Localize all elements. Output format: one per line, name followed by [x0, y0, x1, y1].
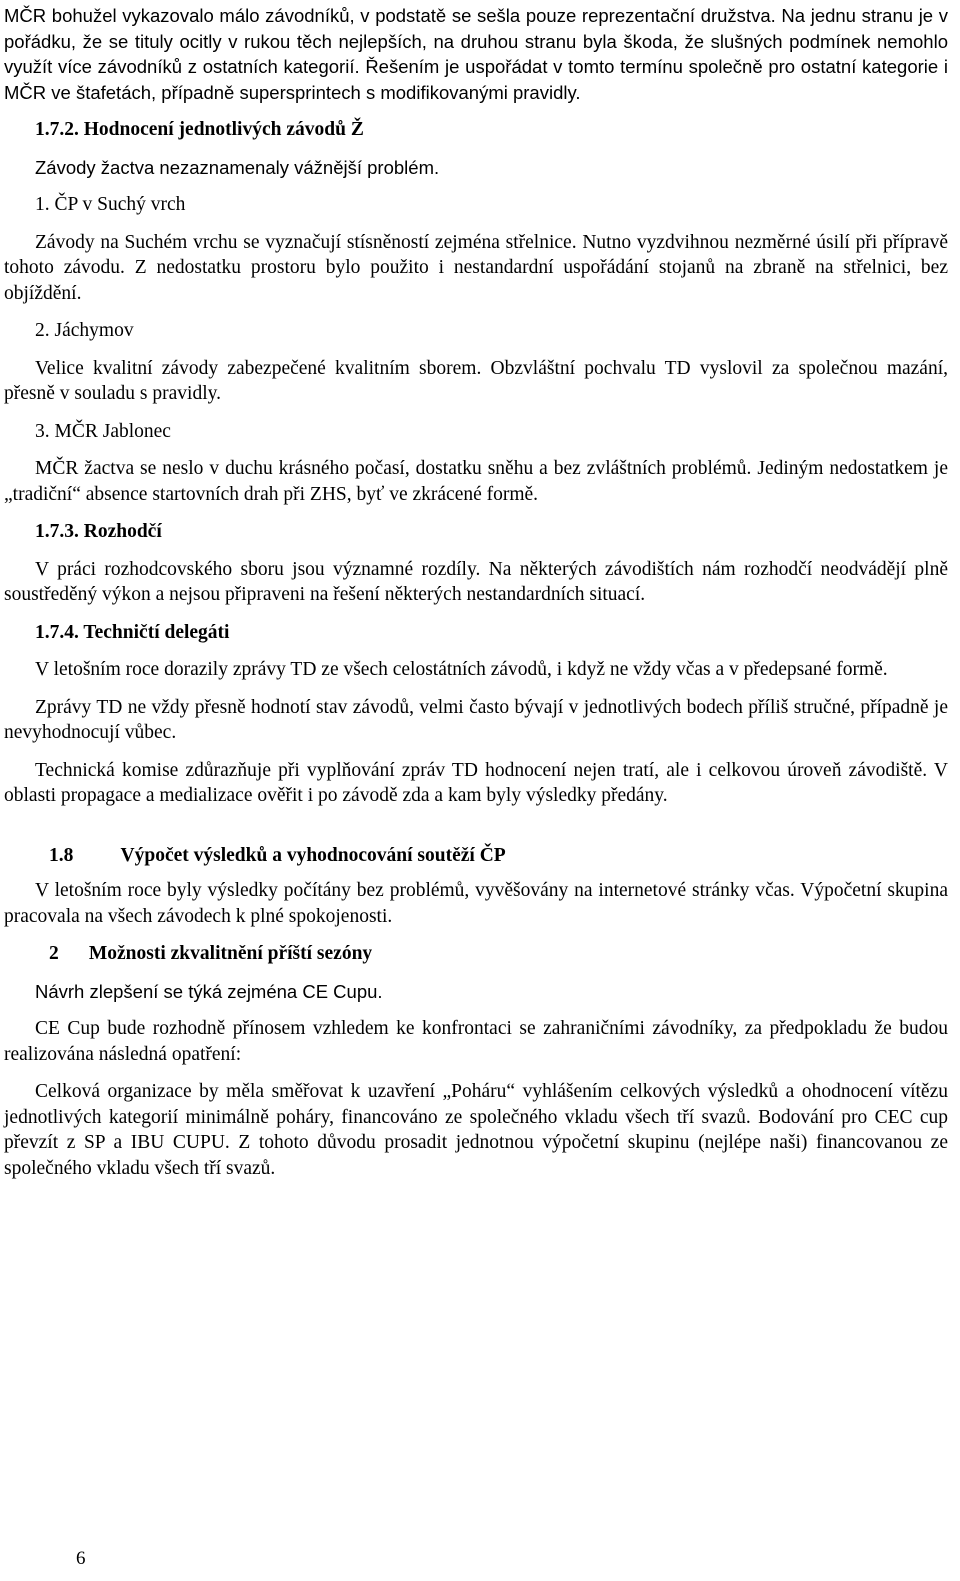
heading-title: Možnosti zkvalitnění příští sezóny	[88, 943, 373, 964]
paragraph-jablonec: MČR žactva se neslo v duchu krásného počasí, dostatku sněhu a bez zvláštních problémů. Jediným nedostatkem je „tradiční“ absence startovních drah při ZHS, byť ve zkrácené formě.	[4, 458, 948, 505]
heading-1-7-4	[4, 620, 948, 646]
page-number: 6	[76, 1548, 86, 1569]
paragraph-ce-cup-organization: Celková organizace by měla směřovat k uzavření „Poháru“ vyhlášením celkových výsledků a ohodnocení vítězu jednotlivých kategorií minimálně poháry, financováno ze společného vkladu všech tří svazů. Bodování pro CEC cup převzít z SP a IBU CUPU. Z tohoto důvodu prosadit jednotnou výpočetní skupinu (nejlépe naši) financovanou ze společného vkladu všech tří svazů.	[4, 1081, 948, 1179]
paragraph-suchy-vrch: Závody na Suchém vrchu se vyznačují stísněností zejména střelnice. Nutno vyzdvihnou nezměrné úsilí při přípravě tohoto závodu. Z nedostatku prostoru bylo použito i nestandardní uspořádání stojanů na zbraně na střelnici, bez objíždění.	[4, 231, 948, 304]
heading-number: 1.7.2.	[35, 119, 79, 140]
heading-1-8	[4, 843, 948, 869]
heading-number: 1.8	[49, 844, 74, 866]
heading-2	[4, 941, 948, 967]
paragraph-rozhodci: V práci rozhodcovského sboru jsou významné rozdíly. Na některých závodištích nám rozhodčí neodvádějí plně soustředěný výkon a nejsou připraveni na řešení některých nestandardních situací.	[4, 558, 948, 605]
heading-1-7-2	[4, 117, 948, 143]
heading-number: 2	[49, 943, 59, 964]
heading-number: 1.7.3.	[35, 521, 79, 542]
paragraph-td-quality: Zprávy TD ne vždy přesně hodnotí stav závodů, velmi často bývají v jednotlivých bodech příliš stručné, případně je nevyhodnocují vůbec.	[4, 696, 948, 743]
heading-title: Rozhodčí	[83, 521, 162, 542]
heading-title: Výpočet výsledků a vyhodnocování soutěží ČP	[120, 844, 506, 866]
paragraph-jachymov: Velice kvalitní závody zabezpečené kvalitním sborem. Obzvláštní pochvalu TD vyslovil za společnou mazání, přesně v souladu s pravidly.	[4, 357, 948, 404]
heading-1-7-3	[4, 519, 948, 545]
race-heading-jablonec: 3. MČR Jablonec	[35, 420, 171, 442]
paragraph-ce-cup-benefit: CE Cup bude rozhodně přínosem vzhledem ke konfrontaci se zahraničními závodníky, za předpokladu že budou realizována následná opatření:	[4, 1018, 948, 1065]
paragraph-mcr-participation: MČR bohužel vykazovalo málo závodníků, v podstatě se sešla pouze reprezentační družstva. Na jednu stranu je v pořádku, že se tituly ocitly v rukou těch nejlepších, na druhou stranu byla škoda, že slušných podmínek nemohlo využít více závodníků z ostatních kategorií. Řešením je uspořádat v tomto termínu společně pro ostatní kategorie i MČR ve štafetách, případně supersprintech s modifikovanými pravidly.	[4, 5, 948, 103]
race-heading-suchy-vrch: 1. ČP v Suchý vrch	[35, 194, 186, 215]
paragraph-zactvo-summary: Závody žactva nezaznamenaly vážnější problém.	[35, 156, 440, 178]
paragraph-technical-commission: Technická komise zdůrazňuje při vyplňování zpráv TD hodnocení nejen tratí, ale i celkovou úroveň závodiště. V oblasti propagace a medializace ověřit i po závodě zda a kam byly výsledky předány.	[4, 759, 948, 806]
heading-title: Techničtí delegáti	[83, 621, 230, 643]
paragraph-results-calculation: V letošním roce byly výsledky počítány bez problémů, vyvěšovány na internetové stránky včas. Výpočetní skupina pracovala na všech závodech k plné spokojenosti.	[4, 880, 948, 927]
heading-number: 1.7.4.	[35, 621, 79, 643]
paragraph-td-reports: V letošním roce dorazily zprávy TD ze všech celostátních závodů, i když ne vždy včas a v předepsané formě.	[35, 659, 888, 680]
heading-title: Hodnocení jednotlivých závodů Ž	[83, 119, 364, 140]
race-heading-jachymov: 2. Jáchymov	[35, 320, 134, 341]
paragraph-ce-cup-proposal: Návrh zlepšení se týká zejména CE Cupu.	[35, 980, 383, 1002]
